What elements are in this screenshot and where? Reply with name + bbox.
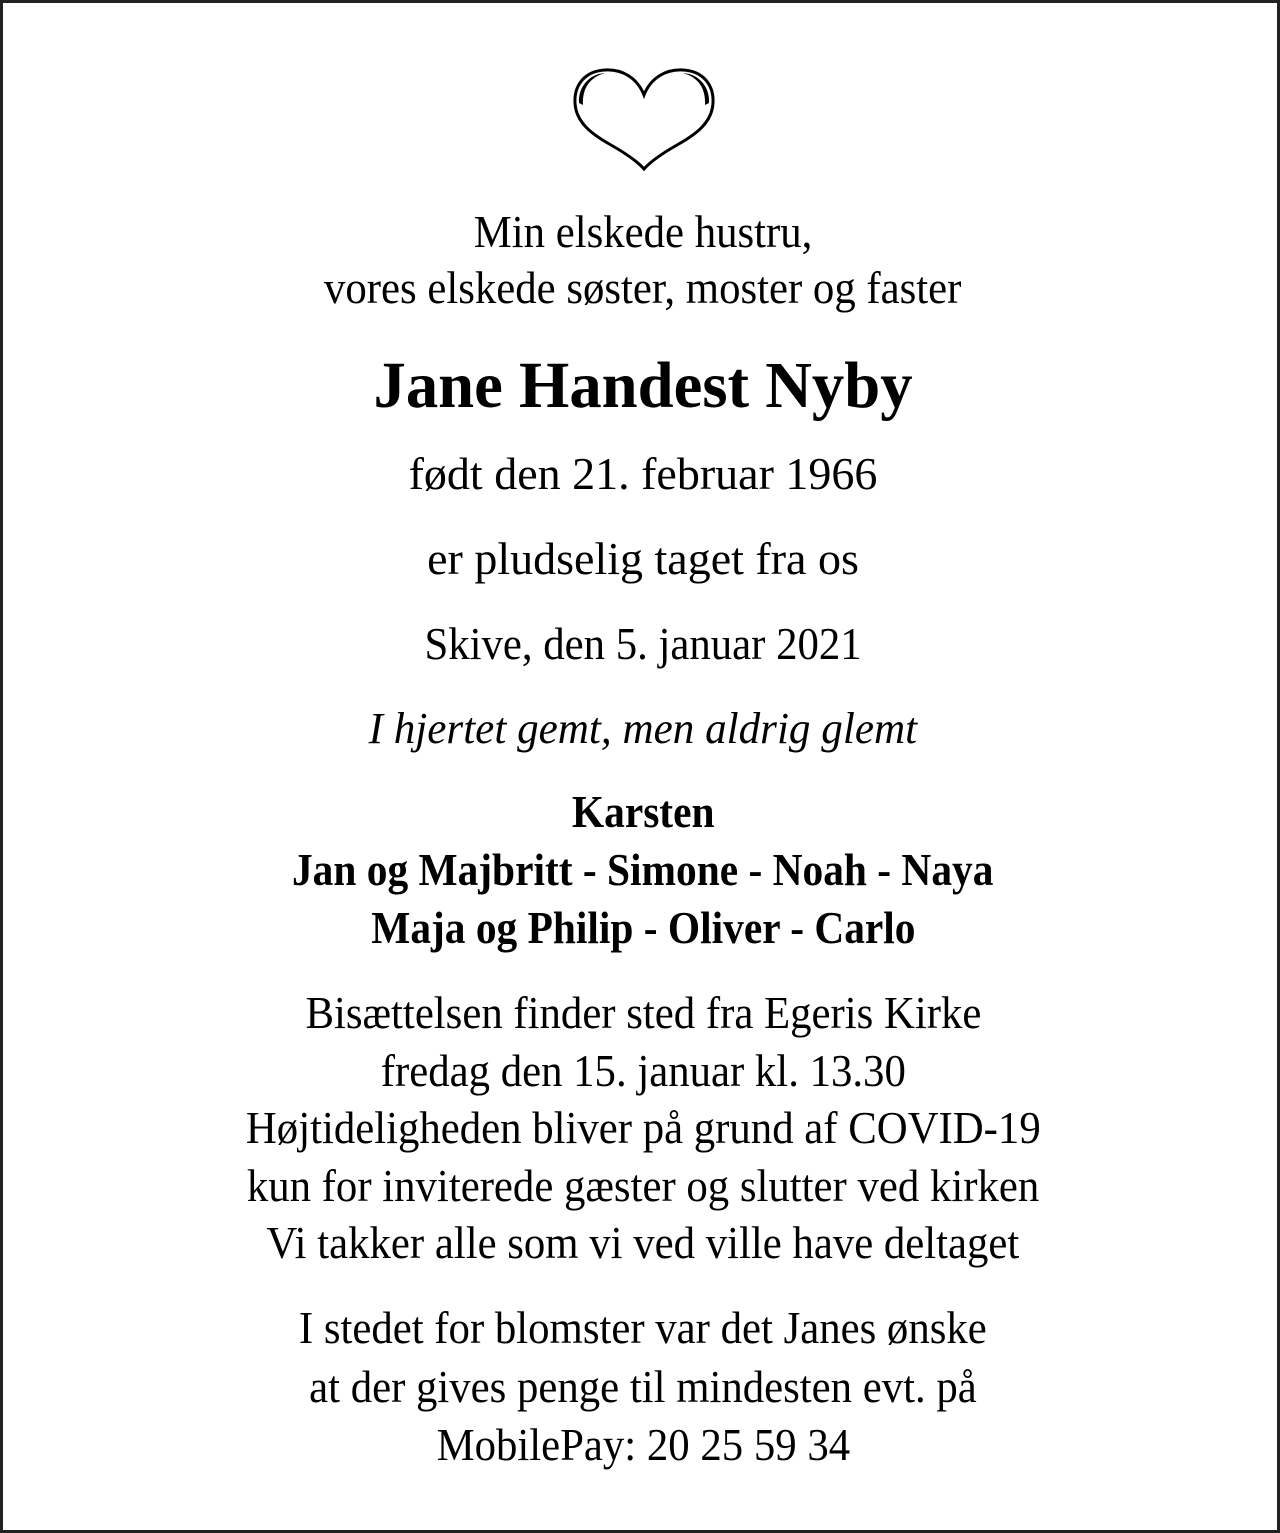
place-and-date: Skive, den 5. januar 2021	[424, 618, 862, 669]
intro-line-2: vores elskede søster, moster og faster	[324, 262, 962, 313]
funeral-line-4: kun for inviterede gæster og slutter ved kirken	[246, 1160, 1040, 1211]
memorial-quote: I hjertet gemt, men aldrig glemt	[368, 704, 918, 753]
donation-line-2: at der gives penge til mindesten evt. på	[309, 1361, 977, 1412]
heart-icon	[571, 65, 717, 173]
funeral-line-2: fredag den 15. januar kl. 13.30	[380, 1045, 906, 1096]
intro-line-1: Min elskede hustru,	[473, 206, 813, 257]
birth-date: født den 21. februar 1966	[408, 448, 878, 499]
donation-line-1: I stedet for blomster var det Janes ønske	[299, 1302, 987, 1353]
mobilepay-number: MobilePay: 20 25 59 34	[436, 1419, 850, 1470]
family-line-1: Karsten	[571, 786, 715, 837]
deceased-name: Jane Handest Nyby	[373, 349, 913, 422]
family-line-3: Maja og Philip - Oliver - Carlo	[370, 902, 916, 953]
funeral-line-3: Højtideligheden bliver på grund af COVID-19	[245, 1102, 1041, 1153]
funeral-line-1: Bisættelsen finder sted fra Egeris Kirke	[305, 987, 981, 1038]
funeral-line-5: Vi takker alle som vi ved ville have deltaget	[266, 1217, 1020, 1268]
family-line-2: Jan og Majbritt - Simone - Noah - Naya	[292, 844, 994, 895]
passed-statement: er pludselig taget fra os	[427, 533, 859, 584]
